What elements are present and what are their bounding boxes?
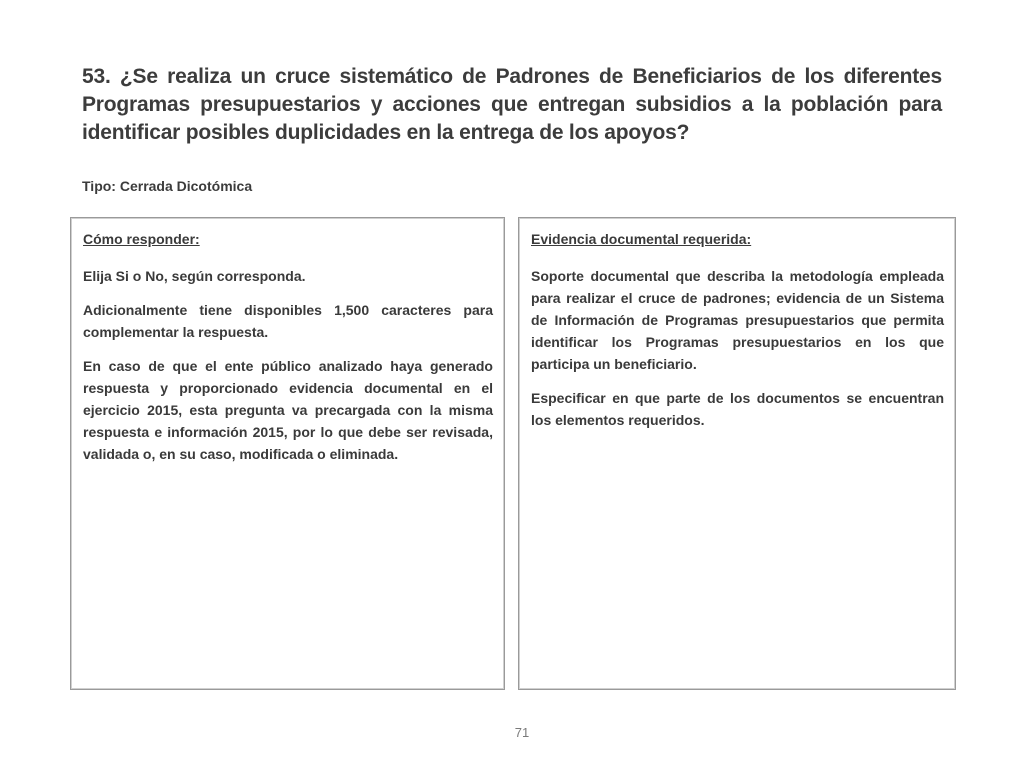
how-to-answer-box (70, 217, 505, 690)
how-to-answer-paragraph: Adicionalmente tiene disponibles 1,500 caracteres para complementar la respuesta. (83, 302, 493, 340)
how-to-answer-heading: Cómo responder: (83, 231, 200, 247)
evidence-paragraph: Especificar en que parte de los documentos se encuentran los elementos requeridos. (531, 390, 944, 428)
evidence-box (518, 217, 956, 690)
evidence-heading: Evidencia documental requerida: (531, 231, 752, 247)
how-to-answer-paragraph: En caso de que el ente público analizado haya generado respuesta y proporcionado evidencia documental en el ejercicio 2015, esta pregunta va precargada con la misma respuesta e información 2015, por lo que debe ser revisada, validada o, en su caso, modificada o eliminada. (83, 358, 493, 462)
evidence-paragraph: Soporte documental que describa la metodología empleada para realizar el cruce de padrones; evidencia de un Sistema de Información de Programas presupuestarios que permita identificar los Programas presupuestarios en los que participa un beneficiario. (531, 268, 944, 372)
page-number: 71 (514, 725, 530, 740)
question-type: Tipo: Cerrada Dicotómica (82, 178, 253, 194)
how-to-answer-paragraph: Elija Si o No, según corresponda. (83, 268, 306, 284)
question-title: 53. ¿Se realiza un cruce sistemático de Padrones de Beneficiarios de los diferentes Programas presupuestarios y acciones que entregan subsidios a la población para identificar posibles duplicidades en la entrega de los apoyos? (82, 65, 942, 144)
